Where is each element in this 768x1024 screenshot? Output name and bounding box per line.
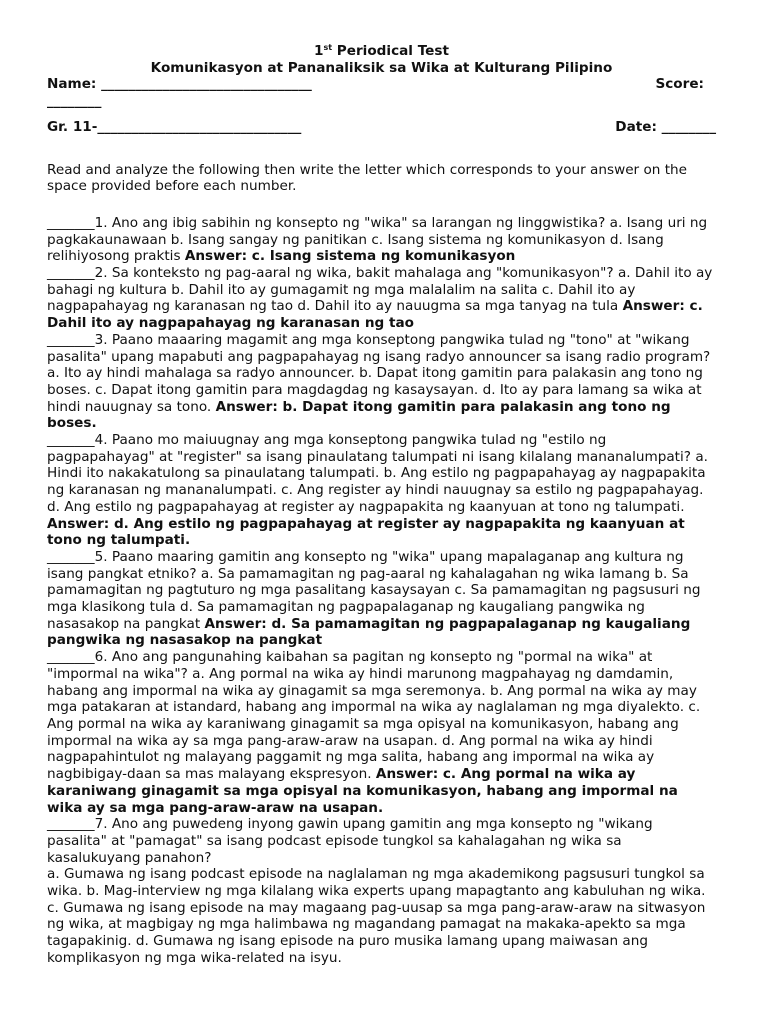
question-text: _______7. Ano ang puwedeng inyong gawin upang gamitin ang mga konsepto ng "wikang pasalita" at "pamagat" sa isang podcast episode tungkol sa kahalagahan ng wika sa kasalukuyang panahon?: [47, 816, 653, 866]
question-answer: Answer: c. Ang pormal na wika ay karaniwang ginagamit sa mga opisyal na komunikasyon, habang ang impormal na wika ay sa mga pang-araw-araw na usapan.: [47, 766, 678, 816]
question-text: _______4. Paano mo maiuugnay ang mga konseptong pangwika tulad ng "estilo ng pagpapahayag" at "register" sa isang pinaulatang talumpati ni isang kilalang mananalumpati? a. Hindi ito nakakatulong sa pinaulatang talumpati. b. Ang estilo ng pagpapahayag ay nagpapakita ng karanasan ng mananalumpati. c. Ang register ay hindi nauugnay sa estilo ng pagpapahayag. d. Ang estilo ng pagpapahayag at register ay nagpapakita ng kaanyuan at tono ng talumpati.: [47, 432, 708, 515]
grade-date-row: [47, 119, 716, 136]
title-number: 1: [314, 43, 324, 59]
name-score-row: [47, 76, 716, 93]
name-field: Name: _______________________________: [47, 76, 312, 92]
score-blank: ________: [47, 92, 102, 109]
question-text: _______3. Paano maaaring magamit ang mga konseptong pangwika tulad ng "tono" at "wikang pasalita" upang mapabuti ang pagpapahayag ng isang radyo announcer sa isang radio program? a. Ito ay hindi mahalaga sa radyo announcer. b. Dapat itong gamitin para palakasin ang tono ng boses. c. Dapat itong gamitin para magdagdag ng kasaysayan. d. Ito ay para lamang sa wika at hindi nauugnay sa tono.: [47, 331, 711, 415]
instructions: Read and analyze the following then write the letter which corresponds to your answer on the space provided before each number.: [47, 161, 688, 195]
question-item: [47, 549, 716, 649]
title-ordinal-suffix: st: [323, 43, 333, 52]
question-item: [47, 649, 716, 816]
question-list: [47, 215, 716, 967]
date-field: Date: ________: [615, 119, 716, 135]
test-subtitle: Komunikasyon at Pananaliksik sa Wika at Kulturang Pilipino: [150, 59, 613, 76]
question-answer: Answer: d. Ang estilo ng pagpapahayag at register ay nagpapakita ng kaanyuan at tono ng talumpati.: [47, 515, 685, 549]
question-answer: Answer: b. Dapat itong gamitin para palakasin ang tono ng boses.: [47, 398, 671, 432]
question-7-options: a. Gumawa ng isang podcast episode na naglalaman ng mga akademikong pagsusuri tungkol sa wika. b. Mag-interview ng mga kilalang wika experts upang mapagtanto ang kabuluhan ng wika. c. Gumawa ng isang episode na may magaang pag-uusap sa mga pang-araw-araw na sitwasyon ng wika, at magbigay ng mga halimbawa ng magandang pamagat na makaka-apekto sa mga tagapakinig. d. Gumawa ng isang episode na puro musika lamang upang maiwasan ang komplikasyon ng mga wika-related na isyu.: [47, 866, 706, 966]
score-field: Score:: [655, 76, 704, 92]
question-item: [47, 265, 716, 332]
title-text: Periodical Test: [332, 43, 449, 59]
question-item: [47, 215, 716, 265]
question-text: _______2. Sa konteksto ng pag-aaral ng wika, bakit mahalaga ang "komunikasyon"? a. Dahil ito ay bahagi ng kultura b. Dahil ito ay gumagamit ng mga malalalim na salita c. Dahil ito ay nagpapahayag ng karanasan ng tao d. Dahil ito ay nauugma sa mga tanyag na tula: [47, 265, 713, 315]
question-answer: Answer: d. Sa pamamagitan ng pagpapalaganap ng kaugaliang pangwika ng nasasakop na pangkat: [47, 615, 691, 649]
question-item: [47, 816, 716, 866]
question-answer: Answer: c. Isang sistema ng komunikasyon: [184, 248, 516, 265]
grade-field: Gr. 11-______________________________: [47, 119, 302, 135]
question-text: _______5. Paano maaring gamitin ang konsepto ng "wika" upang mapalaganap ang kultura ng isang pangkat etniko? a. Sa pamamagitan ng pag-aaral ng kahalagahan ng wika lamang b. Sa pamamagitan ng pagtuturo ng mga pasalitang kasaysayan c. Sa pamamagitan ng pagsusuri ng mga klasikong tula d. Sa pamamagitan ng pagpapalaganap ng kaugaliang pangwika ng nasasakop na pangkat: [47, 548, 701, 632]
question-text: _______1. Ano ang ibig sabihin ng konsepto ng "wika" sa larangan ng linggwistika? a. Isang uri ng pagkakaunawaan b. Isang sangay ng panitikan c. Isang sistema ng komunikasyon d. Isang relihiyosong praktis: [47, 214, 708, 265]
test-title: [47, 40, 716, 60]
question-answer: Answer: c. Dahil ito ay nagpapahayag ng karanasan ng tao: [47, 298, 703, 332]
question-text: _______6. Ano ang pangunahing kaibahan sa pagitan ng konsepto ng "pormal na wika" at "impormal na wika"? a. Ang pormal na wika ay hindi marunong magpahayag ng damdamin, habang ang impormal na wika ay ginagamit sa mga seremonya. b. Ang pormal na wika ay may mga patakaran at istandard, habang ang impormal na wika ay naglalaman ng mga diyalekto. c. Ang pormal na wika ay karaniwang ginagamit sa mga opisyal na komunikasyon, habang ang impormal na wika ay sa mga pang-araw-araw na usapan. d. Ang pormal na wika ay hindi nagpapahintulot ng malayang paggamit ng mga salita, habang ang impormal na wika ay nagbibigay-daan sa mas malayang ekspresyon.: [47, 649, 701, 783]
question-item: [47, 432, 716, 549]
question-item: [47, 332, 716, 432]
